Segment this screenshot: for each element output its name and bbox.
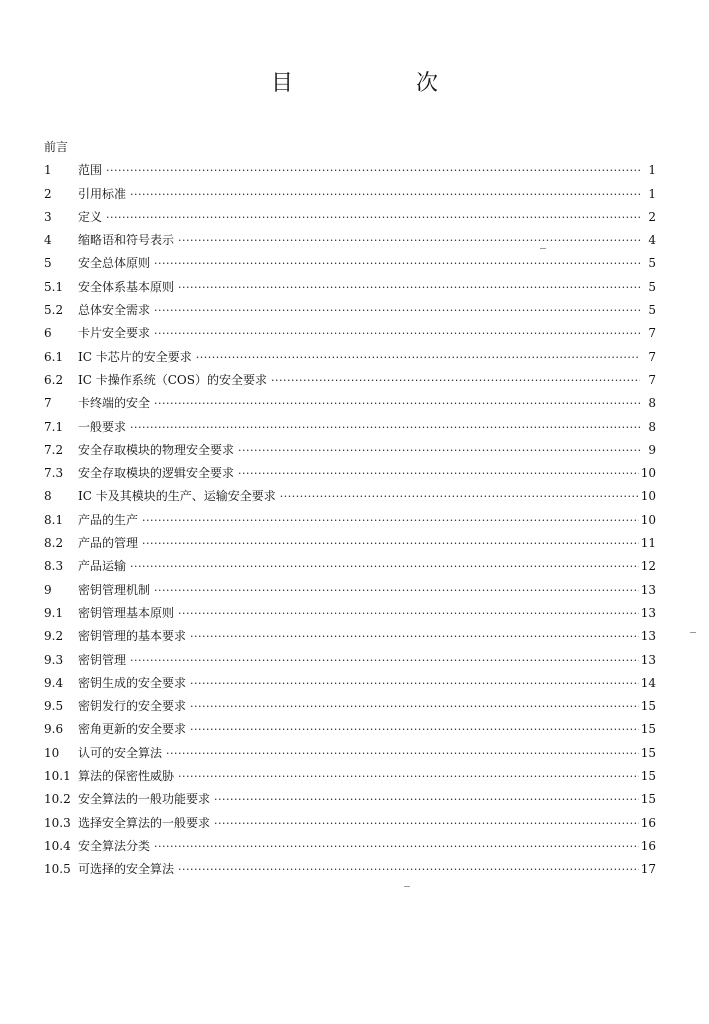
toc-entry-page: 13 [640,652,656,667]
toc-entry-title: 产品运输 [78,559,127,574]
toc-entry[interactable] [44,322,656,345]
toc-entry-title: 密钥管理基本原则 [78,605,175,620]
toc-entry-page: 1 [648,163,656,178]
scan-artifact [540,248,546,249]
toc-entry-title: 可选择的安全算法 [78,862,175,877]
toc-entry-number: 10.3 [44,815,71,830]
toc-entry-page: 9 [648,442,656,457]
toc-entry[interactable] [44,369,656,392]
toc-leader-dots [214,812,639,835]
toc-leader-dots [178,229,640,252]
toc-leader-dots [178,602,639,625]
toc-entry-title: 安全总体原则 [78,256,151,271]
toc-entry[interactable] [44,206,656,229]
toc-entry-number: 9.5 [44,699,64,714]
toc-entry-page: 2 [648,209,656,224]
toc-entry-number: 6 [44,326,52,341]
toc-leader-dots [190,672,639,695]
toc-entry-number: 10.4 [44,838,71,853]
toc-entry[interactable] [44,416,656,439]
toc-entry-number: 6.1 [44,349,64,364]
toc-leader-dots [196,346,640,369]
toc-leader-dots [106,159,640,182]
toc-leader-dots [130,649,639,672]
toc-entry-number: 8.1 [44,512,64,527]
toc-leader-dots [154,835,639,858]
toc-entry-page: 1 [648,186,656,201]
toc-entry-page: 15 [640,792,656,807]
toc-leader-dots [271,369,640,392]
toc-entry-number: 7.1 [44,419,64,434]
toc-entry-number: 5 [44,256,52,271]
toc-entry-number: 9.4 [44,675,64,690]
toc-entry-number: 7.3 [44,466,64,481]
toc-entry[interactable] [44,649,656,672]
toc-entry-title: 卡片安全要求 [78,326,151,341]
toc-leader-dots [106,206,640,229]
toc-entry-page: 4 [648,233,656,248]
toc-entry[interactable] [44,858,656,881]
toc-entry[interactable] [44,299,656,322]
toc-entry-number: 前言 [44,140,69,154]
toc-entry[interactable] [44,183,656,206]
toc-entry-title: 选择安全算法的一般要求 [78,815,211,830]
toc-entry-number: 3 [44,209,52,224]
toc-entry-title: 定义 [78,209,103,224]
toc-entry-page: 11 [640,536,656,551]
toc-entry[interactable] [44,718,656,741]
toc-entry[interactable] [44,509,656,532]
toc-entry-page: 13 [640,605,656,620]
toc-entry-title: 一般要求 [78,419,127,434]
toc-entry-number: 4 [44,233,52,248]
toc-entry-title: 安全算法分类 [78,838,151,853]
toc-entry-page: 10 [640,489,656,504]
toc-entry-number: 9.2 [44,629,64,644]
toc-leader-dots [166,742,639,765]
toc-leader-dots [214,788,639,811]
toc-entry-page: 15 [640,699,656,714]
toc-entry-page: 8 [648,419,656,434]
toc-entry-number: 5.2 [44,303,64,318]
toc-leader-dots [154,299,640,322]
toc-leader-dots [154,392,640,415]
toc-entry[interactable] [44,788,656,811]
toc-entry[interactable] [44,765,656,788]
toc-entry-number: 8.3 [44,559,64,574]
toc-entry[interactable] [44,532,656,555]
toc-entry-number: 10.1 [44,769,71,784]
scan-artifact [404,886,410,887]
toc-entry-number: 10.5 [44,862,71,877]
toc-entry-title: 算法的保密性威胁 [78,769,175,784]
toc-leader-dots [178,765,639,788]
toc-entry-title: 密钥发行的安全要求 [78,699,187,714]
toc-entry-page: 13 [640,582,656,597]
toc-entry-page: 7 [648,349,656,364]
toc-entry[interactable] [44,625,656,648]
toc-entry[interactable] [44,392,656,415]
toc-leader-dots [190,695,639,718]
toc-entry-title: 安全存取模块的物理安全要求 [78,442,235,457]
toc-entry-title: 缩略语和符号表示 [78,233,175,248]
toc-entry-page: 15 [640,722,656,737]
toc-entry-page: 5 [648,256,656,271]
toc-leader-dots [142,509,639,532]
toc-entry-page: 15 [640,745,656,760]
toc-entry[interactable] [44,742,656,765]
toc-entry-title: 密角更新的安全要求 [78,722,187,737]
toc-entry-page: 15 [640,769,656,784]
toc-entry-title: 密钥生成的安全要求 [78,675,187,690]
toc-entry-page: 16 [640,815,656,830]
toc-entry[interactable] [44,252,656,275]
toc-entry-title: 安全算法的一般功能要求 [78,792,211,807]
toc-entry[interactable] [44,136,656,159]
toc-leader-dots [190,625,639,648]
toc-entry-number: 10 [44,745,60,760]
toc-entry[interactable] [44,462,656,485]
toc-leader-dots [130,416,640,439]
toc-entry-page: 13 [640,629,656,644]
toc-leader-dots [238,462,639,485]
toc-leader-dots [130,183,640,206]
toc-entry[interactable] [44,555,656,578]
toc-entry-number: 10.2 [44,792,71,807]
toc-entry[interactable] [44,672,656,695]
toc-leader-dots [154,252,640,275]
toc-entry-title: 密钥管理机制 [78,582,151,597]
toc-entry-number: 6.2 [44,372,64,387]
toc-leader-dots [154,322,640,345]
toc-entry-title: 安全体系基本原则 [78,279,175,294]
toc-entry-page: 5 [648,279,656,294]
toc-entry-page: 10 [640,466,656,481]
toc-entry-title: 卡终端的安全 [78,396,151,411]
toc-entry[interactable] [44,579,656,602]
toc-leader-dots [238,439,640,462]
toc-entry-title: 总体安全需求 [78,303,151,318]
scan-artifact [690,632,696,633]
toc-entry-number: 9 [44,582,52,597]
toc-entry-number: 1 [44,163,52,178]
toc-entry[interactable] [44,485,656,508]
toc-entry-title: 密钥管理 [78,652,127,667]
toc-entry-number: 7.2 [44,442,64,457]
table-of-contents [44,136,656,882]
page-title: 目 次 [271,71,496,96]
toc-entry-page: 16 [640,838,656,853]
toc-entry-title: 认可的安全算法 [78,745,163,760]
toc-entry[interactable] [44,835,656,858]
toc-entry-title: 密钥管理的基本要求 [78,629,187,644]
toc-entry-number: 8 [44,489,52,504]
toc-entry[interactable] [44,346,656,369]
toc-entry-number: 7 [44,396,52,411]
toc-entry[interactable] [44,695,656,718]
toc-leader-dots [142,532,639,555]
toc-entry-title: 范围 [78,163,103,178]
toc-entry[interactable] [44,812,656,835]
toc-leader-dots [178,276,640,299]
toc-entry[interactable] [44,602,656,625]
toc-leader-dots [178,858,639,881]
toc-entry-title: 引用标准 [78,186,127,201]
toc-entry-page: 5 [648,303,656,318]
toc-entry-number: 9.1 [44,605,64,620]
toc-entry[interactable] [44,439,656,462]
toc-entry-title: 产品的生产 [78,512,139,527]
toc-entry-page: 7 [648,372,656,387]
toc-entry-page: 14 [640,675,656,690]
toc-entry-number: 5.1 [44,279,64,294]
toc-entry-number: 9.6 [44,722,64,737]
toc-leader-dots [190,718,639,741]
toc-entry[interactable] [44,159,656,182]
toc-entry-page: 8 [648,396,656,411]
toc-entry-number: 2 [44,186,52,201]
toc-entry-page: 17 [640,862,656,877]
toc-entry-page: 10 [640,512,656,527]
toc-entry-number: 8.2 [44,536,64,551]
toc-leader-dots [130,555,639,578]
toc-entry[interactable] [44,229,656,252]
toc-entry-title: IC 卡及其模块的生产、运输安全要求 [78,489,276,504]
toc-entry-title: IC 卡操作系统（COS）的安全要求 [78,372,267,387]
toc-entry-page: 12 [640,559,656,574]
toc-leader-dots [280,485,639,508]
toc-leader-dots [154,579,639,602]
toc-entry[interactable] [44,276,656,299]
toc-entry-page: 7 [648,326,656,341]
toc-entry-title: 产品的管理 [78,536,139,551]
toc-entry-number: 9.3 [44,652,64,667]
toc-entry-title: IC 卡芯片的安全要求 [78,349,192,364]
toc-entry-title: 安全存取模块的逻辑安全要求 [78,466,235,481]
